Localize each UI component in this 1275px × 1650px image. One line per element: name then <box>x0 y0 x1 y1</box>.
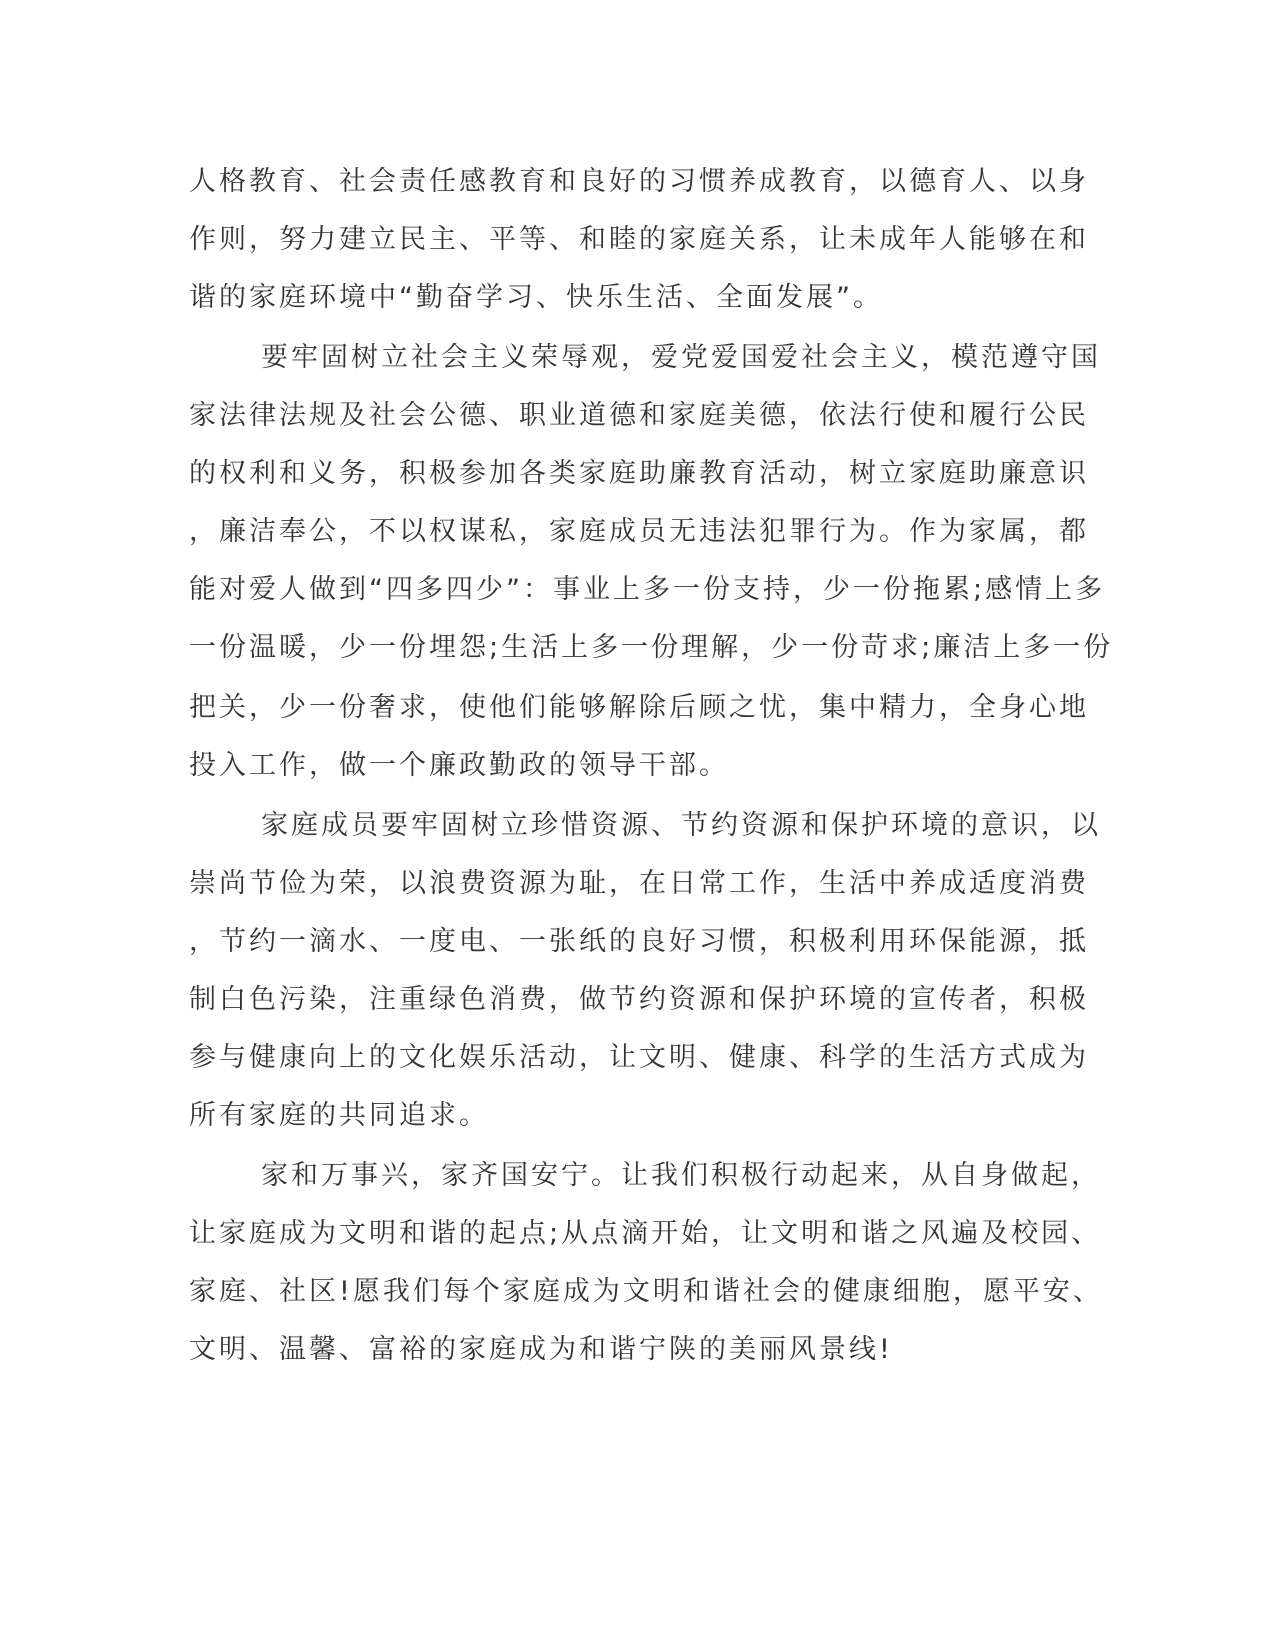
text-line: 谐的家庭环境中“勤奋学习、快乐生活、全面发展”。 <box>189 282 883 313</box>
text-line: 家庭、社区!愿我们每个家庭成为文明和谐社会的健康细胞，愿平安、 <box>189 1276 1103 1307</box>
text-line: 家法律法规及社会公德、职业道德和家庭美德，依法行使和履行公民 <box>189 400 1089 431</box>
text-line: 制白色污染，注重绿色消费，做节约资源和保护环境的宣传者，积极 <box>189 984 1089 1015</box>
text-line: 人格教育、社会责任感教育和良好的习惯养成教育，以德育人、以身 <box>189 166 1089 197</box>
text-line: 作则，努力建立民主、平等、和睦的家庭关系，让未成年人能够在和 <box>189 224 1089 255</box>
paragraph-start-line: 家和万事兴，家齐国安宁。让我们积极行动起来，从自身做起， <box>261 1160 1101 1191</box>
text-line: 所有家庭的共同追求。 <box>189 1100 489 1131</box>
text-line: 的权利和义务，积极参加各类家庭助廉教育活动，树立家庭助廉意识 <box>189 458 1089 489</box>
text-line: 文明、温馨、富裕的家庭成为和谐宁陕的美丽风景线! <box>189 1334 893 1365</box>
text-line: 让家庭成为文明和谐的起点;从点滴开始，让文明和谐之风遍及校园、 <box>189 1218 1102 1249</box>
text-line: 能对爱人做到“四多四少”：事业上多一份支持，少一份拖累;感情上多 <box>189 574 1106 605</box>
text-line: 一份温暖，少一份埋怨;生活上多一份理解，少一份苛求;廉洁上多一份 <box>189 632 1114 663</box>
text-line: ，廉洁奉公，不以权谋私，家庭成员无违法犯罪行为。作为家属，都 <box>189 516 1089 547</box>
text-line: 崇尚节俭为荣，以浪费资源为耻，在日常工作，生活中养成适度消费 <box>189 868 1089 899</box>
text-line: 把关，少一份奢求，使他们能够解除后顾之忧，集中精力，全身心地 <box>189 692 1089 723</box>
paragraph-start-line: 要牢固树立社会主义荣辱观，爱党爱国爱社会主义，模范遵守国 <box>261 342 1101 373</box>
text-line: ，节约一滴水、一度电、一张纸的良好习惯，积极利用环保能源，抵 <box>189 926 1089 957</box>
text-line: 参与健康向上的文化娱乐活动，让文明、健康、科学的生活方式成为 <box>189 1042 1089 1073</box>
paragraph-start-line: 家庭成员要牢固树立珍惜资源、节约资源和保护环境的意识，以 <box>261 810 1101 841</box>
text-line: 投入工作，做一个廉政勤政的领导干部。 <box>189 750 729 781</box>
